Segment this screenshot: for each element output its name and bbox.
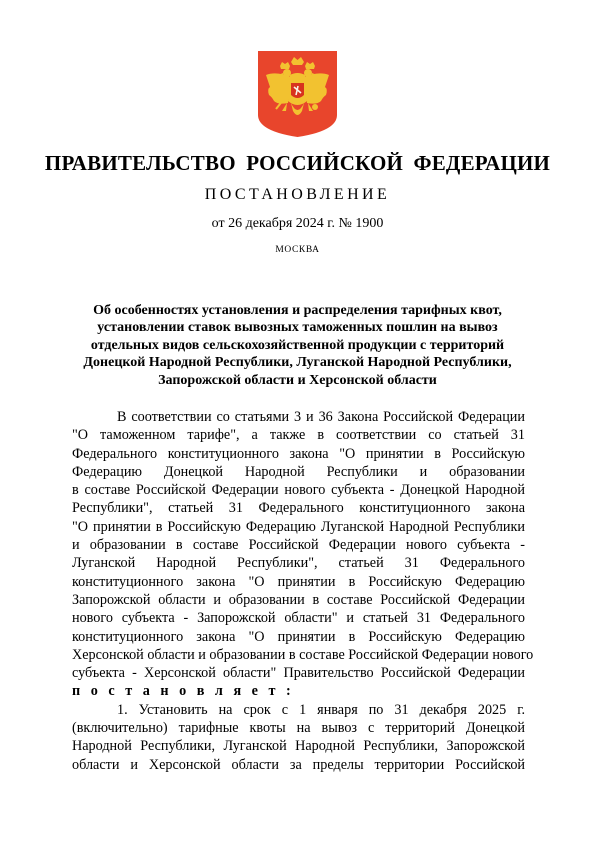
preamble-line: Запорожской области и образовании в составе Российской Федерации <box>72 591 525 608</box>
heading-line: установлении ставок вывозных таможенных пошлин на вывоз <box>97 320 498 336</box>
item-line: области и Херсонской области за пределы территории Российской <box>72 756 525 773</box>
item-line: (включительно) тарифные квоты на вывоз с территорий Донецкой <box>72 720 525 737</box>
heading-line: отдельных видов сельскохозяйственной продукции с территорий <box>90 337 505 353</box>
coat-of-arms-russia-icon <box>258 51 337 137</box>
document-type: ПОСТАНОВЛЕНИЕ <box>204 186 391 203</box>
preamble-line: конституционного закона "О принятии в Российскую Федерацию <box>72 573 525 590</box>
preamble-line: Херсонской области и образовании в составе Российской Федерации нового <box>72 646 534 663</box>
heading-line: Запорожской области и Херсонской области <box>158 372 437 388</box>
decree-word: п о с т а н о в л я е т : <box>72 683 295 700</box>
preamble-line: Луганской Народной Республики", статьей 31 Федерального <box>72 555 525 572</box>
document-date-number: от 26 декабря 2024 г. № 1900 <box>211 216 384 231</box>
preamble-line: В соответствии со статьями 3 и 36 Закона Российской Федерации <box>117 409 525 425</box>
preamble-line: "О принятии в Российскую Федерацию Луганской Народной Республики <box>72 518 525 535</box>
preamble-line: в составе Российской Федерации нового субъекта - Донецкой Народной <box>72 482 525 499</box>
government-title: ПРАВИТЕЛЬСТВО РОССИЙСКОЙ ФЕДЕРАЦИИ <box>44 151 551 175</box>
document-city: МОСКВА <box>275 245 320 255</box>
document-heading <box>60 302 535 389</box>
preamble-line: Федерального конституционного закона "О принятии в Российскую <box>72 445 525 462</box>
preamble-line: субъекта - Херсонской области" Правительство Российской Федерации <box>72 665 525 682</box>
preamble-line: "О таможенном тарифе", а также в соответствии со статьей 31 <box>72 427 525 444</box>
preamble-line: конституционного закона "О принятии в Российскую Федерацию <box>72 628 525 645</box>
item-line: 1. Установить на срок с 1 января по 31 декабря 2025 г. <box>117 701 525 718</box>
heading-line: Донецкой Народной Республики, Луганской Народной Республики, <box>83 355 512 371</box>
item-line: Народной Республики, Луганской Народной Республики, Запорожской <box>72 738 525 755</box>
heading-line: Об особенностях установления и распределения тарифных квот, <box>93 303 502 318</box>
preamble-line: Республики", статьей 31 Федерального конституционного закона <box>72 500 525 517</box>
preamble-line: нового субъекта - Запорожской области" и статьей 31 Федерального <box>72 610 525 627</box>
document-body <box>72 408 534 774</box>
preamble-line: Федерацию Донецкой Народной Республики и образовании <box>72 463 525 480</box>
preamble-line: и образовании в составе Российской Федерации нового субъекта - <box>72 537 525 554</box>
